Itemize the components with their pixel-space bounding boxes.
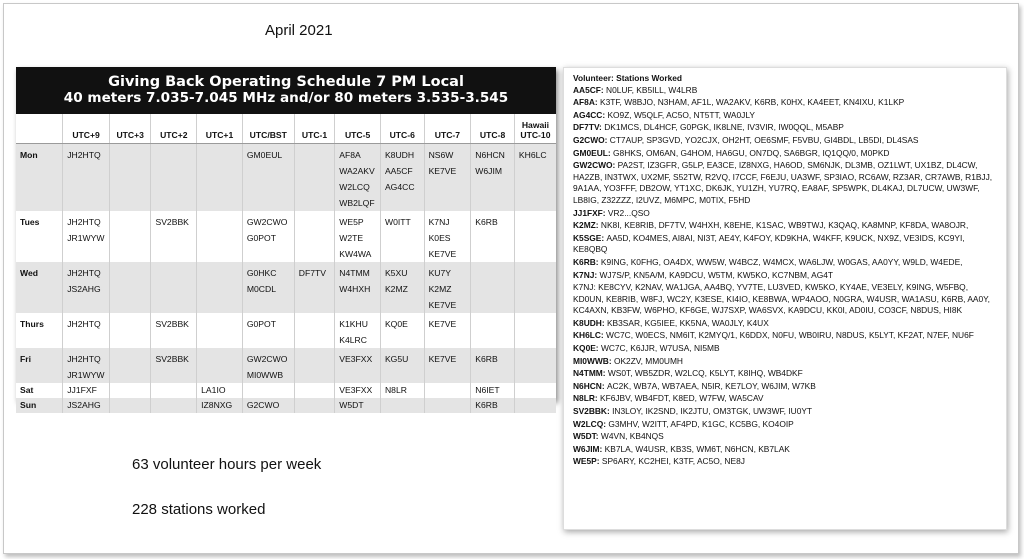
table-cell: JH2HTQ JR1WYW	[63, 211, 110, 262]
column-header: UTC+1	[197, 114, 243, 144]
table-cell	[514, 398, 556, 413]
volunteer-callsign: N4TMM:	[573, 368, 608, 379]
stations-worked-stat: 228 stations worked	[132, 501, 266, 518]
volunteer-callsign: KQ0E:	[573, 343, 601, 354]
table-row	[16, 262, 556, 313]
table-cell: N6HCN W6JIM	[471, 144, 515, 212]
page-heading: April 2021	[265, 22, 333, 39]
list-item: DF7TV: DK1MCS, DL4HCF, G0PGK, IK8LNE, IV3VIR, IW0QQL, M5ABP	[573, 122, 844, 133]
column-header: UTC-8	[471, 114, 515, 144]
table-cell: GM0EUL	[242, 144, 294, 212]
schedule-header-row	[16, 114, 556, 144]
table-cell: G2CWO	[242, 398, 294, 413]
table-cell: N8LR	[380, 383, 424, 398]
table-cell: G0POT	[242, 313, 294, 348]
volunteer-callsign: AF8A:	[573, 97, 600, 108]
table-cell: JH2HTQ	[63, 313, 110, 348]
table-cell: K5XU K2MZ	[380, 262, 424, 313]
table-cell: KE7VE	[424, 348, 471, 383]
table-cell: N6IET	[471, 383, 515, 398]
table-cell	[109, 262, 151, 313]
table-cell	[380, 398, 424, 413]
table-cell	[109, 211, 151, 262]
table-cell	[151, 383, 197, 398]
table-cell	[514, 383, 556, 398]
volunteer-callsign: K2MZ:	[573, 220, 601, 231]
table-cell: K6RB	[471, 348, 515, 383]
volunteer-list-title: Volunteer: Stations Worked	[573, 73, 683, 83]
list-item: K7NJ: WJ7S/P, KN5A/M, KA9DCU, W5TM, KW5KO, KC7NBM, AG4T	[573, 269, 833, 280]
column-header: UTC+9	[63, 114, 110, 144]
volunteer-callsign: DF7TV:	[573, 122, 605, 133]
table-cell	[294, 348, 335, 383]
table-cell	[242, 383, 294, 398]
list-item: AG4CC: KO9Z, W5QLF, AC5O, NT5TT, WA0JLY	[573, 109, 755, 120]
table-cell: JH2HTQ	[63, 144, 110, 212]
table-cell	[109, 383, 151, 398]
table-cell	[294, 211, 335, 262]
column-header: UTC-1	[294, 114, 335, 144]
volunteer-callsign: K6RB:	[573, 256, 601, 267]
list-item: N6HCN: AC2K, WB7A, WB7AEA, N5IR, KE7LOY, W6JIM, W7KB	[573, 380, 816, 391]
table-cell: IZ8NXG	[197, 398, 243, 413]
day-label: Sat	[16, 383, 63, 398]
table-cell	[197, 262, 243, 313]
table-row	[16, 144, 556, 212]
table-cell: KH6LC	[514, 144, 556, 212]
volunteer-callsign: AA5CF:	[573, 84, 607, 95]
table-cell	[197, 348, 243, 383]
table-cell: WE5P W2TE KW4WA	[335, 211, 381, 262]
list-item: GW2CWO: PA2ST, IZ3GFR, G5LP, EA3CE, IZ8NXG, HA6OD, SM6NJK, DL3MB, OZ1LWT, UX1BZ, DL4CW, HA2ZB, IN3TWX, UX2MF, S52TW, R2VQ, I7CCF, F6EJU, UA3WF, SP3IAO, RC6AW, RZ3AR, CR7AWB, R1BJJ, 9A1AA, YO3FFF, DB2OW, YT1XC, DK6JK, YU1ZH, YU7RQ, EA8AF, SP5WPK, DL4KAJ, DL7UCW, UW3WF, LB8IG, Z32ZZZ, I2UVZ, M6MPC, M0TIX, F5HD	[573, 160, 993, 205]
table-cell	[109, 398, 151, 413]
list-item: N4TMM: WS0T, WB5ZDR, W2LCQ, K5LYT, K8IHQ, WB4DKF	[573, 368, 803, 379]
table-row	[16, 313, 556, 348]
table-cell	[197, 313, 243, 348]
table-cell	[514, 211, 556, 262]
column-header: UTC+3	[109, 114, 151, 144]
list-item: AF8A: K3TF, W8BJO, N3HAM, AF1L, WA2AKV, K6RB, K0HX, KA4EET, KN4IXU, K1LKP	[573, 97, 905, 108]
column-header: UTC-7	[424, 114, 471, 144]
list-item: K6RB: K9ING, K0FHG, OA4DX, WW5W, W4BCZ, W4MCX, WA6LJW, W0GAS, AA0YY, W9LD, W4EDE,	[573, 256, 963, 267]
volunteer-callsign: W6JIM:	[573, 443, 605, 454]
table-cell: K6RB	[471, 211, 515, 262]
volunteer-stations-panel	[563, 67, 1007, 530]
table-cell: JS2AHG	[63, 398, 110, 413]
table-cell: AF8A WA2AKV W2LCQ WB2LQF	[335, 144, 381, 212]
table-cell	[109, 313, 151, 348]
table-cell: N4TMM W4HXH	[335, 262, 381, 313]
table-row	[16, 348, 556, 383]
schedule-title-line1: Giving Back Operating Schedule 7 PM Local	[108, 74, 464, 90]
volunteer-callsign: GM0EUL:	[573, 147, 614, 158]
day-label: Mon	[16, 144, 63, 212]
table-row	[16, 398, 556, 413]
volunteer-callsign: W5DT:	[573, 431, 601, 442]
table-cell	[151, 262, 197, 313]
table-cell	[151, 144, 197, 212]
volunteer-callsign: AG4CC:	[573, 109, 608, 120]
schedule-table-card	[16, 67, 556, 410]
table-cell	[294, 398, 335, 413]
table-cell: DF7TV	[294, 262, 335, 313]
table-cell: LA1IO	[197, 383, 243, 398]
table-cell: W5DT	[335, 398, 381, 413]
table-cell	[109, 144, 151, 212]
table-cell: K6RB	[471, 398, 515, 413]
table-cell: KQ0E	[380, 313, 424, 348]
volunteer-callsign: W2LCQ:	[573, 418, 609, 429]
list-item: G2CWO: CT7AUP, SP3GVD, YO2CJX, OH2HT, OE6SMF, F5VBU, GI4BDL, LB5DI, DL4SAS	[573, 134, 919, 145]
table-cell	[294, 383, 335, 398]
table-cell	[109, 348, 151, 383]
list-item: W6JIM: KB7LA, W4USR, KB3S, WM6T, N6HCN, KB7LAK	[573, 443, 790, 454]
table-cell: JH2HTQ JS2AHG	[63, 262, 110, 313]
volunteer-callsign: SV2BBK:	[573, 406, 613, 417]
table-cell: JJ1FXF	[63, 383, 110, 398]
day-label: Fri	[16, 348, 63, 383]
table-cell: SV2BBK	[151, 348, 197, 383]
volunteer-callsign: K8UDH:	[573, 317, 607, 328]
volunteer-hours-stat: 63 volunteer hours per week	[132, 456, 322, 473]
volunteer-callsign: JJ1FXF:	[573, 207, 608, 218]
table-cell	[471, 262, 515, 313]
list-item: W2LCQ: G3MHV, W2ITT, AF4PD, K1GC, KC5BG, KO4OIP	[573, 418, 794, 429]
table-cell	[197, 211, 243, 262]
day-label: Tues	[16, 211, 63, 262]
column-header	[16, 114, 63, 144]
volunteer-callsign: N8LR:	[573, 393, 600, 404]
volunteer-callsign: WE5P:	[573, 456, 602, 467]
table-cell	[514, 348, 556, 383]
table-cell	[514, 262, 556, 313]
volunteer-list	[573, 85, 1000, 468]
column-header: Hawaii UTC-10	[514, 114, 556, 144]
volunteer-callsign: GW2CWO:	[573, 160, 618, 171]
table-cell: SV2BBK	[151, 313, 197, 348]
column-header: UTC+2	[151, 114, 197, 144]
table-cell	[197, 144, 243, 212]
list-item: K7NJ: KE8CYV, K2NAV, WA1JGA, AA4BQ, YV7TE, LU3VED, KW5KO, KY4AE, VE3ELY, K9ING, W5FBQ, KD0UN, KE8RIB, W8FJ, WC2Y, K3ESE, KI4IO, KE8BWA, WP4AOO, N0GRA, W4USR, WA1ASU, K6RB, AA0Y, KC4AXN, KB3FW, W6PHO, KF6GE, WJ7SXP, WA6SVX, KA9DCU, KK0I, AD0IU, CO3CF, N8DUS, HI8K	[573, 282, 991, 316]
table-cell: K1KHU K4LRC	[335, 313, 381, 348]
list-item: WE5P: SP6ARY, KC2HEI, K3TF, AC5O, NE8J	[573, 456, 745, 467]
list-item: N8LR: KF6JBV, WB4FDT, K8ED, W7FW, WA5CAV	[573, 393, 764, 404]
list-item: K2MZ: NK8I, KE8RIB, DF7TV, W4HXH, K8EHE, K1SAC, WB9TWJ, K3QAQ, KA8MNP, KF8DA, WA8OJR,	[573, 220, 969, 231]
table-row	[16, 211, 556, 262]
table-cell: SV2BBK	[151, 211, 197, 262]
table-cell	[514, 313, 556, 348]
table-cell	[424, 383, 471, 398]
day-label: Thurs	[16, 313, 63, 348]
day-label: Wed	[16, 262, 63, 313]
volunteer-callsign: K5SGE:	[573, 232, 607, 243]
table-cell: NS6W KE7VE	[424, 144, 471, 212]
table-cell: KE7VE	[424, 313, 471, 348]
table-cell: KG5U	[380, 348, 424, 383]
table-cell	[424, 398, 471, 413]
table-cell: GW2CWO MI0WWB	[242, 348, 294, 383]
volunteer-callsign: MI0WWB:	[573, 355, 614, 366]
table-cell	[294, 313, 335, 348]
table-cell: GW2CWO G0POT	[242, 211, 294, 262]
table-cell: W0ITT	[380, 211, 424, 262]
table-cell: K8UDH AA5CF AG4CC	[380, 144, 424, 212]
schedule-title	[16, 67, 556, 114]
list-item: GM0EUL: G8HKS, OM6AN, G4HOM, HA6GU, ON7DQ, SA6BGR, IQ1QQ/0, M0PKD	[573, 147, 890, 158]
table-cell: JH2HTQ JR1WYW	[63, 348, 110, 383]
table-cell	[471, 313, 515, 348]
list-item: K5SGE: AA5D, KO4MES, AI8AI, NI3T, AE4Y, K4FOY, KD9KHA, W4KFF, K9UCK, NX9Z, VE3IDS, KC9YI, KE8QBQ	[573, 232, 965, 255]
table-cell: VE3FXX	[335, 383, 381, 398]
table-row	[16, 383, 556, 398]
list-item: KH6LC: WC7C, W0ECS, NM6IT, K2MYQ/1, K6DDX, N0FU, WB0IRU, N8DUS, K5LYT, KF2AT, N7EF, NU6F	[573, 330, 974, 341]
list-item: KQ0E: WC7C, K6JJR, W7USA, NI5MB	[573, 343, 720, 354]
table-cell: K7NJ K0ES KE7VE	[424, 211, 471, 262]
schedule-body	[16, 144, 556, 414]
list-item: W5DT: W4VN, KB4NQS	[573, 431, 664, 442]
schedule-title-line2: 40 meters 7.035-7.045 MHz and/or 80 meters 3.535-3.545	[63, 90, 509, 106]
list-item: JJ1FXF: VR2...QSO	[573, 207, 650, 218]
day-label: Sun	[16, 398, 63, 413]
table-cell	[151, 398, 197, 413]
list-item: K8UDH: KB3SAR, KG5IEE, KK5NA, WA0JLY, K4UX	[573, 317, 769, 328]
volunteer-callsign: G2CWO:	[573, 134, 610, 145]
column-header: UTC-5	[335, 114, 381, 144]
volunteer-callsign: N6HCN:	[573, 380, 607, 391]
volunteer-callsign: KH6LC:	[573, 330, 607, 341]
schedule-table	[16, 114, 556, 413]
table-cell: VE3FXX	[335, 348, 381, 383]
list-item: MI0WWB: OK2ZV, MM0UMH	[573, 355, 683, 366]
table-cell	[294, 144, 335, 212]
column-header: UTC-6	[380, 114, 424, 144]
table-cell: G0HKC M0CDL	[242, 262, 294, 313]
table-cell: KU7Y K2MZ KE7VE	[424, 262, 471, 313]
list-item: SV2BBK: IN3LOY, IK2SND, IK2JTU, OM3TGK, UW3WF, IU0YT	[573, 406, 813, 417]
list-item: AA5CF: N0LUF, KB5ILL, W4LRB	[573, 84, 698, 95]
volunteer-callsign: K7NJ:	[573, 269, 600, 280]
column-header: UTC/BST	[242, 114, 294, 144]
